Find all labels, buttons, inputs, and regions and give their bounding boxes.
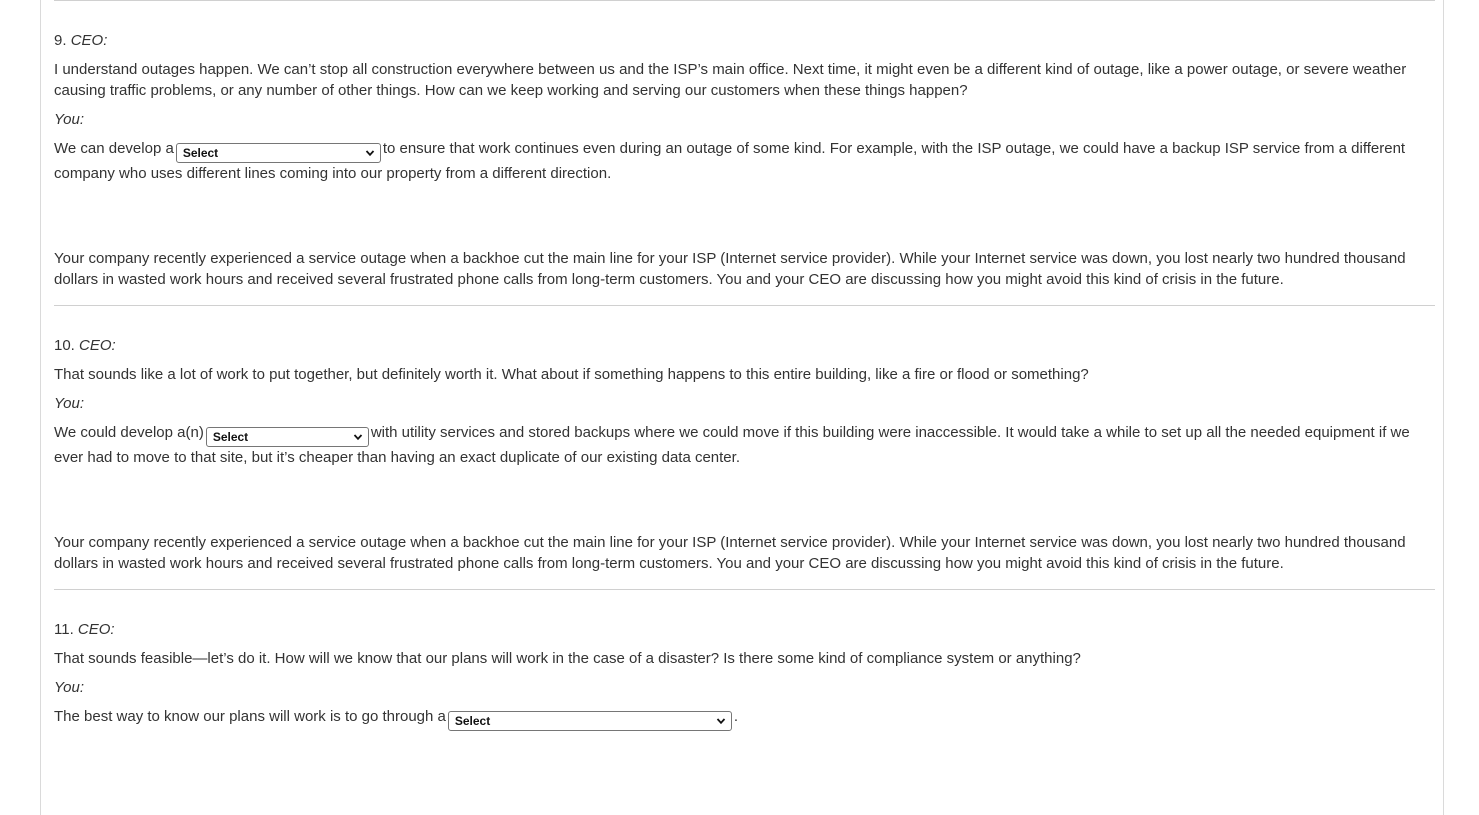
question-9-answer-before: We can develop a <box>54 140 174 157</box>
question-9-select-value: Select <box>182 146 219 160</box>
question-11-select-value: Select <box>454 714 491 728</box>
question-10-you-label: You: <box>54 395 85 412</box>
question-11-select[interactable] <box>448 711 732 731</box>
question-10-ceo-text: That sounds like a lot of work to put together, but definitely worth it. What about if something happens to this entire building, like a fire or flood or something? <box>54 366 1089 383</box>
question-11-answer <box>54 706 1435 731</box>
question-10-select[interactable] <box>206 427 369 447</box>
question-11-label <box>54 619 1435 640</box>
chevron-down-icon <box>716 716 726 726</box>
question-11-number: 11. <box>54 621 74 638</box>
question-9-speaker: CEO: <box>70 32 108 49</box>
question-9-answer <box>54 138 1435 184</box>
chevron-down-icon <box>365 148 375 158</box>
question-10-answer <box>54 422 1435 468</box>
question-11-speaker: CEO: <box>77 621 115 638</box>
question-10-select-value: Select <box>212 430 249 444</box>
question-9-label <box>54 30 1435 51</box>
content-area <box>54 0 1435 731</box>
question-9-select[interactable] <box>176 143 381 163</box>
question-11-you-label: You: <box>54 679 85 696</box>
question-10-label <box>54 335 1435 356</box>
question-9-ceo-text: I understand outages happen. We can’t stop all construction everywhere between us and the ISP’s main office. Next time, it might even be a different kind of outage, like a power outage, or severe weather causing traffic problems, or any number of other things. How can we keep working and serving our customers when these things happen? <box>54 61 1407 99</box>
scenario-context-2: Your company recently experienced a service outage when a backhoe cut the main line for your ISP (Internet service provider). While your Internet service was down, you lost nearly two hundred thousand dollars in wasted work hours and received several frustrated phone calls from long-term customers. You and your CEO are discussing how you might avoid this kind of crisis in the future. <box>54 534 1406 572</box>
question-9-number: 9. <box>54 32 67 49</box>
question-10-number: 10. <box>54 337 75 354</box>
question-10-answer-before: We could develop a(n) <box>54 424 204 441</box>
chevron-down-icon <box>353 432 363 442</box>
question-9-answer-after: to ensure that work continues even during an outage of some kind. For example, with the ISP outage, we could have a backup ISP service from a different company who uses different lines coming into our property from a different direction. <box>54 140 1406 182</box>
question-11-ceo-text: That sounds feasible—let’s do it. How will we know that our plans will work in the case of a disaster? Is there some kind of compliance system or anything? <box>54 650 1081 667</box>
question-9 <box>54 1 1435 184</box>
scenario-context-1: Your company recently experienced a service outage when a backhoe cut the main line for your ISP (Internet service provider). While your Internet service was down, you lost nearly two hundred thousand dollars in wasted work hours and received several frustrated phone calls from long-term customers. You and your CEO are discussing how you might avoid this kind of crisis in the future. <box>54 250 1406 288</box>
question-9-you-label: You: <box>54 111 85 128</box>
question-10 <box>54 306 1435 468</box>
question-11-answer-before: The best way to know our plans will work is to go through a <box>54 708 446 725</box>
question-10-speaker: CEO: <box>79 337 116 354</box>
question-10-answer-after: with utility services and stored backups where we could move if this building were inaccessible. It would take a while to set up all the needed equipment if we ever had to move to that site, but it’s cheaper than having an exact duplicate of our existing data center. <box>54 424 1410 466</box>
question-11 <box>54 590 1435 731</box>
question-11-answer-after: . <box>733 708 739 725</box>
